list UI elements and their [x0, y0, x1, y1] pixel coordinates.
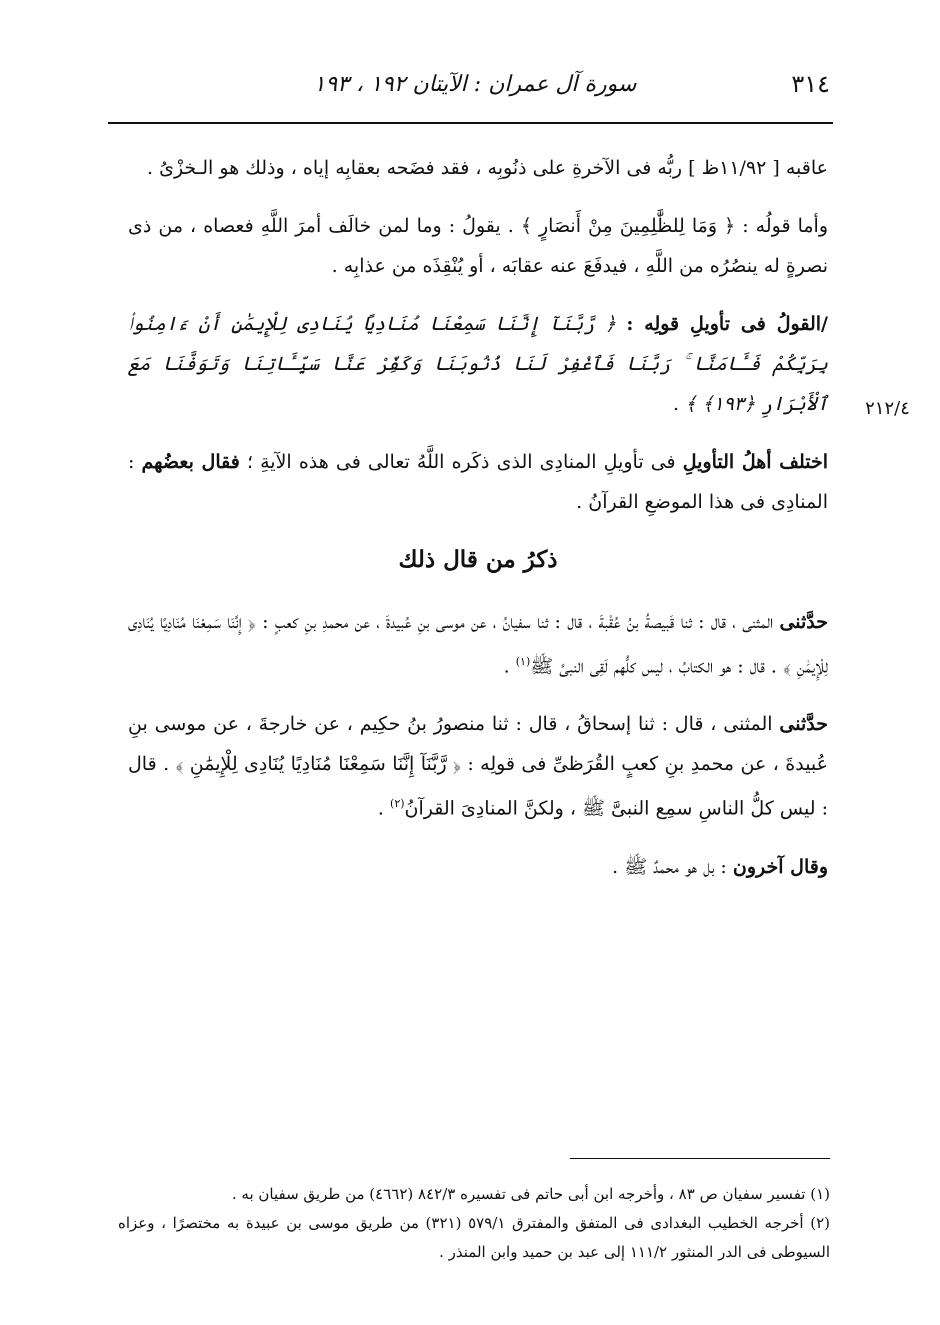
paragraph-7-text: : بل هو محمدٌ ﷺ .: [612, 855, 727, 878]
footnote-2: (٢) أخرجه الخطيب البغدادى فى المتفق والمفترق ٥٧٩/١ (٣٢١) من طريق موسى بن عبيدة به مختصرًا ، وعزاه السيوطى فى الدر المنثور ١١١/٢ إلى عبد بن حميد وابن المنذر .: [118, 1214, 830, 1261]
page-header: [120, 62, 830, 102]
footnote-marker-2: (٢): [390, 797, 405, 811]
page-body: [128, 148, 828, 905]
paragraph-2: وأما قولُه : ﴿ وَمَا لِلظَّٰلِمِينَ مِنْ أَنصَارٍ ﴾ . يقولُ : وما لمن خالَف أمرَ اللَّهِ فعصاه ، من ذى نصرةٍ له ينصُرُه من اللَّهِ ، فيدفَعَ عنه عقابَه ، أو يُنْقِذَه من عذابِه .: [128, 215, 828, 277]
footnote-divider: [570, 1158, 830, 1159]
paragraph-4-bold: فقال بعضُهم: [141, 451, 240, 473]
paragraph-6-text: المثنى ، قال : ثنا إسحاقُ ، قال : ثنا منصورُ بنُ حكِيم ، عن خارجةَ ، عن موسى بنِ عُبيدةَ ، عن محمدِ بنِ كعبٍ القُرَظىِّ فى قولِه : ﴿ رَّبَّنَآ إِنَّنَا سَمِعْنَا مُنَادِيًا يُنَادِى لِلْإِيمَٰنِ ﴾ . قال : ليس كلُّ الناسِ سمِع النبىَّ ﷺ ، ولكنَّ المنادِىَ القرآنُ: [128, 713, 828, 820]
paragraph-1: عاقبه [ ١١/٩٢ظ ] ربُّه فى الآخرةِ على ذنُوبِه ، فقد فضَحه بعقابِه إياه ، وذلك هو الـخزْىُ .: [147, 157, 828, 179]
paragraph-4-rest: : المنادِى فى هذا الموضعِ القرآنُ .: [128, 451, 828, 513]
paragraph-7: [128, 847, 828, 887]
header-divider: [108, 122, 833, 124]
footnotes: [118, 1180, 830, 1267]
running-title: سورة آل عمران : الآيتان ١٩٢ ، ١٩٣: [313, 72, 637, 97]
quran-verse: ﴿ رَّبَّنَآ إِنَّنَا سَمِعْنَا مُنَادِيًا يُنَادِى لِلْإِيمَٰنِ أَنْ ءَامِنُوا۟ بِرَبِّكُمْ فَـَٔامَنَّا ۚ رَبَّنَا فَٱغْفِرْ لَنَا ذُنُوبَنَا وَكَفِّرْ عَنَّا سَيِّـَٔاتِنَا وَتَوَفَّنَا مَعَ ٱلْأَبْرَارِ ﴿١٩٣﴾ ﴾ .: [128, 313, 828, 415]
paragraph-4: [128, 442, 828, 522]
margin-reference: ٢١٢/٤: [865, 398, 910, 419]
paragraph-4-mid: فى تأويلِ المنادِى الذى ذكَره اللَّهُ تعالى فى هذه الآيةِ ؛: [246, 451, 676, 473]
paragraph-3: [128, 304, 828, 424]
paragraph-6: حدَّثنى المثنى ، قال : ثنا إسحاقُ ، قال : ثنا منصورُ بنُ حكِيم ، عن خارجةَ ، عن موسى بنِ عُبيدةَ ، عن محمدِ بنِ كعبٍ القُرَظىِّ فى قولِه : ﴿ رَّبَّنَآ إِنَّنَا سَمِعْنَا مُنَادِيًا يُنَادِى لِلْإِيمَٰنِ ﴾ . قال : ليس كلُّ الناسِ سمِع النبىَّ ﷺ ، ولكنَّ المنادِىَ القرآنُ$^{(٢)}$ .: [128, 713, 828, 820]
footnote-marker-1: (١): [515, 655, 531, 668]
paragraph-5-lead: حدَّثنى: [779, 611, 829, 633]
paragraph-7-lead: وقال آخرون: [732, 855, 828, 878]
paragraph-4-lead: اختلف أهلُ التأويلِ: [682, 451, 828, 473]
section-heading: ذكرُ من قال ذلك: [398, 546, 558, 573]
paragraph-6-lead: حدَّثنى: [779, 713, 828, 736]
footnote-1: (١) تفسير سفيان ص ٨٣ ، وأخرجه ابن أبى حاتم فى تفسيره ٨٤٢/٣ (٤٦٦٢) من طريق سفيان به .: [231, 1185, 830, 1203]
paragraph-3-lead: /القولُ فى تأويلِ قولِه :: [626, 313, 828, 335]
paragraph-5: حدَّثنى المثنى ، قال : ثنا قَبيصةُ بنُ عُقْبةَ ، قال : ثنا سفيانُ ، عن موسى بنِ عُبيدةَ ، عن محمدِ بنِ كعبٍ : ﴿ إِنَّنَا سَمِعْنَا مُنَادِيًا يُنَادِى لِلْإِيمَٰنِ ﴾ . قال : هو الكتابُ ، ليس كلُّهم لَقِى النبىَّ ﷺ$^{(١)}$ .: [128, 611, 829, 678]
page-number: ٣١٤: [791, 70, 830, 98]
paragraph-5-text: المثنى ، قال : ثنا قَبيصةُ بنُ عُقْبةَ ، قال : ثنا سفيانُ ، عن موسى بنِ عُبيدةَ ، عن محمدِ بنِ كعبٍ : ﴿ إِنَّنَا سَمِعْنَا مُنَادِيًا يُنَادِى لِلْإِيمَٰنِ ﴾ . قال : هو الكتابُ ، ليس كلُّهم لَقِى النبىَّ ﷺ: [128, 611, 828, 678]
